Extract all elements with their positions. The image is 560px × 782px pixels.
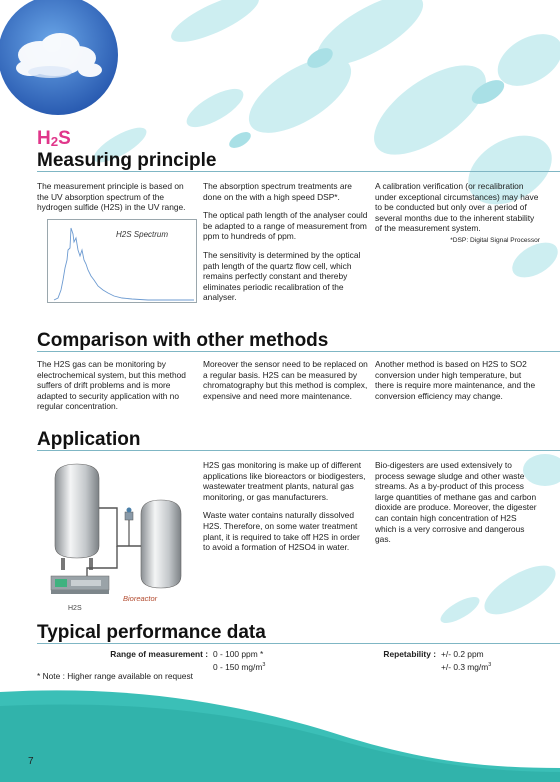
chem-suffix: S (58, 128, 71, 149)
application-col3 (375, 460, 540, 553)
application-heading: Application (37, 429, 141, 450)
range-value-2 (213, 660, 265, 673)
comparison-col3 (375, 359, 540, 409)
comparison-col1 (37, 359, 197, 420)
comparison-heading: Comparison with other methods (37, 330, 329, 351)
repeat-value-2-text: +/- 0.3 mg/m (441, 662, 489, 672)
repeat-value-2-sup: 3 (488, 662, 492, 668)
section-divider (37, 171, 560, 172)
measuring-col1-text: The measurement principle is based on the UV absorption spectrum of the hydrogen sulfide (H2S) in the UV range. (37, 181, 186, 213)
range-value-2-text: 0 - 150 mg/m (213, 662, 263, 672)
comparison-col2-text: Moreover the sensor need to be replaced on a regular basis. H2S can be measured by chromatography but this method is complex, expensive and need more maintenance. (203, 359, 368, 401)
chem-subscript: 2 (50, 134, 59, 149)
range-note: * Note : Higher range available on request (37, 671, 193, 681)
section-divider (37, 643, 560, 644)
repeat-value-2 (441, 660, 491, 673)
application-col2-p1: H2S gas monitoring is make up of different applications like bioreactors or biodigesters, wastewater treatment plants, natural gas monitoring, or gas manufacturers. (203, 460, 366, 502)
spectrum-label: H2S Spectrum (116, 230, 169, 239)
analyser-label: H2S (68, 605, 82, 612)
chemical-title (37, 128, 71, 150)
range-value-1: 0 - 100 ppm * (213, 649, 264, 659)
comparison-col1-text: The H2S gas can be monitoring by electrochemical system, but this method suffers of drift problems and is more adapted to security application with no regular concentration. (37, 359, 186, 412)
measuring-principle-heading: Measuring principle (37, 150, 217, 171)
performance-heading: Typical performance data (37, 622, 266, 643)
section-divider (37, 351, 560, 352)
dsp-note: *DSP: Digital Signal Processor (450, 236, 540, 244)
application-col3-text: Bio-digesters are used extensively to process sewage sludge and other waste streams. As a by-product of this process large quantities of methane gas and carbon dioxide are produce. Moreover, the digester can contain high concentration of H2S which is a very corrosive and dangerous gas. (375, 460, 537, 545)
page-number: 7 (28, 756, 34, 767)
chem-prefix: H (37, 128, 51, 149)
spectrum-chart (47, 219, 197, 303)
comparison-col2 (203, 359, 368, 409)
repeat-label: Repetability : (383, 649, 436, 659)
measuring-col1 (37, 181, 197, 221)
range-value-2-sup: 3 (262, 662, 266, 668)
range-label: Range of measurement : (110, 649, 208, 659)
measuring-col2 (203, 181, 368, 311)
application-col2-p2: Waste water contains naturally dissolved H2S. Therefore, on some water treatment plant, it is required to take off H2S in order to avoid a formation of H2SO4 in water. (203, 510, 360, 553)
bioreactor-illustration (37, 458, 197, 618)
measuring-col2-p2: The optical path length of the analyser could be adapted to a range of measurement from ppm to hundreds of ppm. (203, 210, 368, 242)
measuring-col2-p1: The absorption spectrum treatments are done on the with a high speed DSP*. (203, 181, 352, 202)
sky-cloud-image (0, 0, 125, 118)
repeat-value-1: +/- 0.2 ppm (441, 649, 484, 659)
measuring-col3-text: A calibration verification (or recalibration under exceptional circumstances) may have to be conducted but only over a period of several months due to the inherent stability of the measurement system. (375, 181, 539, 234)
application-col2 (203, 460, 368, 561)
section-divider (37, 450, 560, 451)
measuring-col2-p3: The sensitivity is determined by the optical path length of the quartz flow cell, which remains perfectly constant and thereby eliminates periodic recalibration of the analyser. (203, 249, 361, 303)
bioreactor-label: Bioreactor (123, 594, 158, 603)
measuring-col3 (375, 181, 540, 247)
comparison-col3-text: Another method is based on H2S to SO2 conversion under high temperature, but there is require more maintenance, and the conversion efficiency may change. (375, 359, 536, 401)
